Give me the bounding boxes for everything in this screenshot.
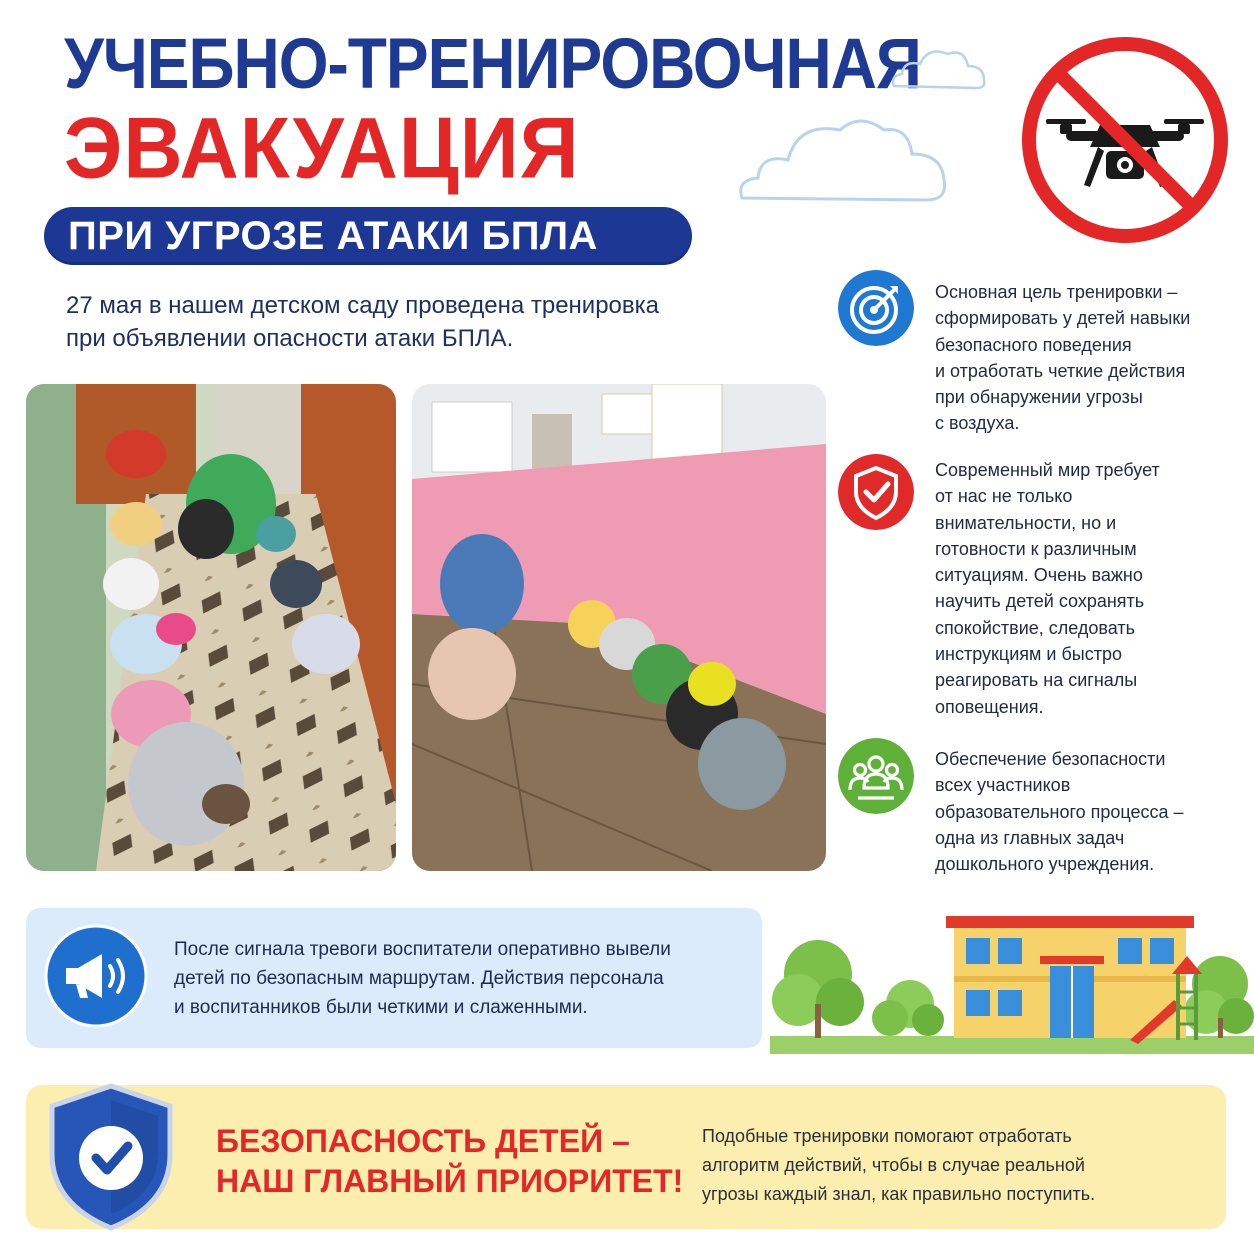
feature-goal-text	[935, 279, 1235, 437]
feature-line: безопасного поведения	[935, 334, 1132, 355]
priority-line: НАШ ГЛАВНЫЙ ПРИОРИТЕТ!	[216, 1163, 684, 1199]
feature-line: от нас не только	[935, 486, 1073, 507]
feature-line: сформировать у детей навыки	[935, 308, 1191, 329]
priority-text-line: угрозы каждый знал, как правильно поступить.	[702, 1184, 1096, 1204]
priority-text-line: Подобные тренировки помогают отработать	[702, 1126, 1072, 1146]
megaphone-icon	[44, 924, 148, 1028]
feature-line: всех участников	[935, 775, 1071, 796]
title-line-1: УЧЕБНО-ТРЕНИРОВОЧНАЯ	[64, 23, 921, 104]
target-icon	[838, 270, 914, 346]
priority-text-line: алгоритм действий, чтобы в случае реальной	[702, 1155, 1085, 1175]
alert-line: детей по безопасным маршрутам. Действия персонала	[174, 968, 664, 989]
evacuation-photo-corridor	[26, 384, 396, 871]
evacuation-photo-hall	[412, 384, 826, 871]
feature-line: внимательности, но и	[935, 512, 1117, 533]
feature-line: Современный мир требует	[935, 460, 1160, 480]
cloud-icon	[888, 40, 992, 94]
feature-line: ситуациям. Очень важно	[935, 565, 1143, 586]
feature-line: дошкольного учреждения.	[935, 854, 1155, 875]
shield-check-icon	[838, 454, 914, 530]
alert-text	[174, 935, 749, 1022]
feature-safety-text	[935, 746, 1235, 877]
feature-line: спокойствие, следовать	[935, 617, 1136, 638]
alert-line: После сигнала тревоги воспитатели оперативно вывели	[174, 939, 671, 960]
feature-line: научить детей сохранять	[935, 591, 1145, 612]
priority-text	[702, 1122, 1212, 1209]
no-drone-icon	[1020, 35, 1230, 245]
feature-line: Основная цель тренировки –	[935, 282, 1178, 302]
feature-world-text	[935, 457, 1235, 720]
group-icon	[838, 738, 914, 814]
priority-heading	[216, 1121, 683, 1201]
feature-line: оповещения.	[935, 696, 1044, 717]
alert-line: и воспитанников были четкими и слаженными.	[174, 997, 588, 1018]
feature-line: с воздуха.	[935, 413, 1020, 434]
kindergarten-illustration	[770, 908, 1254, 1054]
cloud-icon	[736, 108, 950, 206]
shield-check-icon	[44, 1082, 178, 1232]
feature-line: при обнаружении угрозы	[935, 387, 1143, 408]
subtitle-text: ПРИ УГРОЗЕ АТАКИ БПЛА	[68, 214, 598, 258]
subtitle-banner	[44, 207, 692, 265]
feature-line: реагировать на сигналы	[935, 670, 1138, 691]
priority-line: БЕЗОПАСНОСТЬ ДЕТЕЙ –	[216, 1123, 630, 1159]
intro-line: при объявлении опасности атаки БПЛА.	[66, 325, 514, 352]
feature-line: одна из главных задач	[935, 827, 1125, 848]
feature-line: и отработать четкие действия	[935, 360, 1186, 381]
feature-line: образовательного процесса –	[935, 801, 1184, 822]
intro-text	[66, 289, 766, 355]
feature-line: инструкциям и быстро	[935, 644, 1122, 665]
feature-line: Обеспечение безопасности	[935, 749, 1166, 769]
intro-line: 27 мая в нашем детском саду проведена тренировка	[66, 292, 660, 319]
feature-line: готовности к различным	[935, 538, 1137, 559]
title-line-2: ЭВАКУАЦИЯ	[64, 101, 580, 197]
